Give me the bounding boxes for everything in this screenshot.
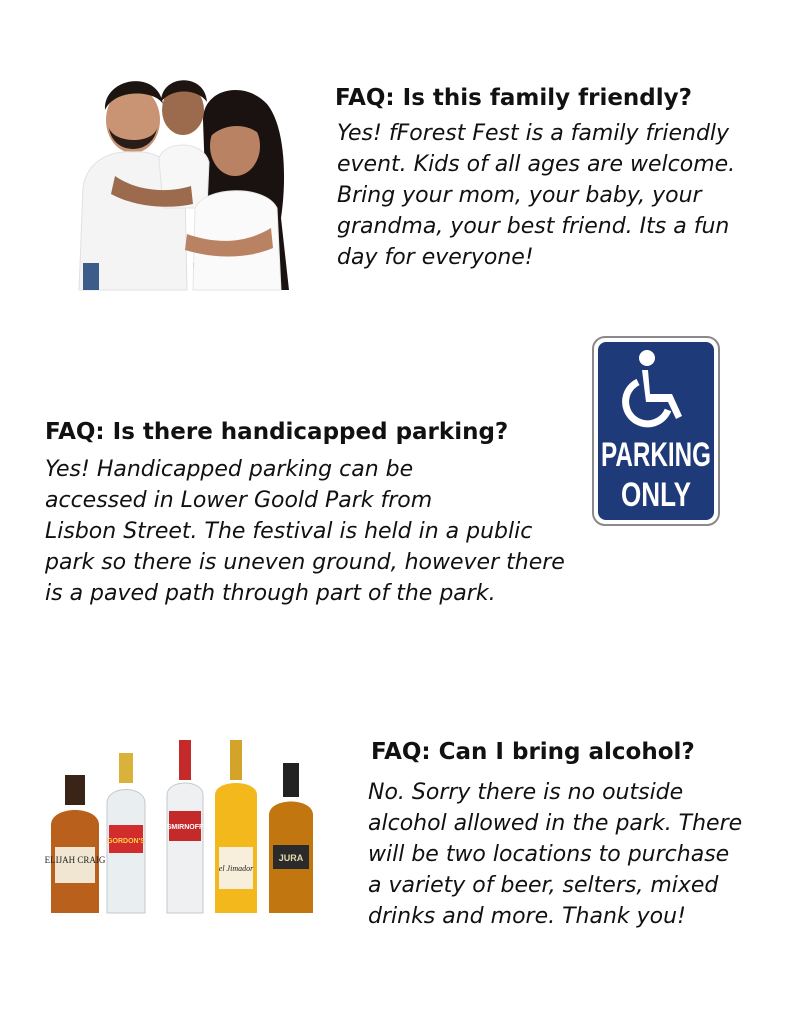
bottle-gordons — [107, 753, 145, 913]
faq-parking-question: FAQ: Is there handicapped parking? — [45, 419, 509, 445]
sign-line-1: PARKING — [601, 436, 711, 474]
answer-line: Yes! fForest Fest is a family friendly — [337, 121, 730, 146]
answer-line: accessed in Lower Goold Park from — [45, 488, 433, 513]
answer-line: alcohol allowed in the park. There — [368, 811, 743, 836]
answer-line: is a paved path through part of the park. — [45, 581, 496, 606]
svg-text:GORDON'S: GORDON'S — [107, 838, 145, 845]
faq-parking-answer — [45, 454, 565, 609]
svg-text:el Jimador: el Jimador — [218, 864, 254, 873]
faq-alcohol-question: FAQ: Can I bring alcohol? — [371, 739, 695, 765]
liquor-bottles — [45, 735, 315, 920]
answer-line: Lisbon Street. The festival is held in a public — [45, 519, 533, 544]
faq-family-answer — [337, 118, 735, 273]
answer-line: Yes! Handicapped parking can be — [45, 457, 414, 482]
answer-line: a variety of beer, selters, mixed — [368, 873, 719, 898]
answer-line: park so there is uneven ground, however there — [45, 550, 565, 575]
answer-line: No. Sorry there is no outside — [368, 780, 684, 805]
svg-text:SMIRNOFF: SMIRNOFF — [166, 824, 204, 831]
faq-family-question: FAQ: Is this family friendly? — [335, 85, 692, 111]
answer-line: Bring your mom, your baby, your — [337, 183, 702, 208]
answer-line: will be two locations to purchase — [368, 842, 730, 867]
answer-line: grandma, your best friend. Its a fun — [337, 214, 730, 239]
answer-line: day for everyone! — [337, 245, 534, 270]
bottle-el-jimador — [215, 740, 257, 913]
bottle-jura — [269, 763, 313, 913]
answer-line: event. Kids of all ages are welcome. — [337, 152, 736, 177]
handicapped-parking-sign — [592, 336, 720, 526]
faq-alcohol-answer — [368, 777, 742, 932]
answer-line: drinks and more. Thank you! — [368, 904, 686, 929]
family-photo — [75, 58, 295, 290]
sign-line-2: ONLY — [621, 476, 692, 514]
svg-text:JURA: JURA — [278, 853, 304, 863]
svg-text:ELIJAH CRAIG: ELIJAH CRAIG — [44, 855, 106, 865]
bottle-smirnoff — [167, 740, 204, 913]
bottle-elijah-craig — [45, 775, 106, 913]
